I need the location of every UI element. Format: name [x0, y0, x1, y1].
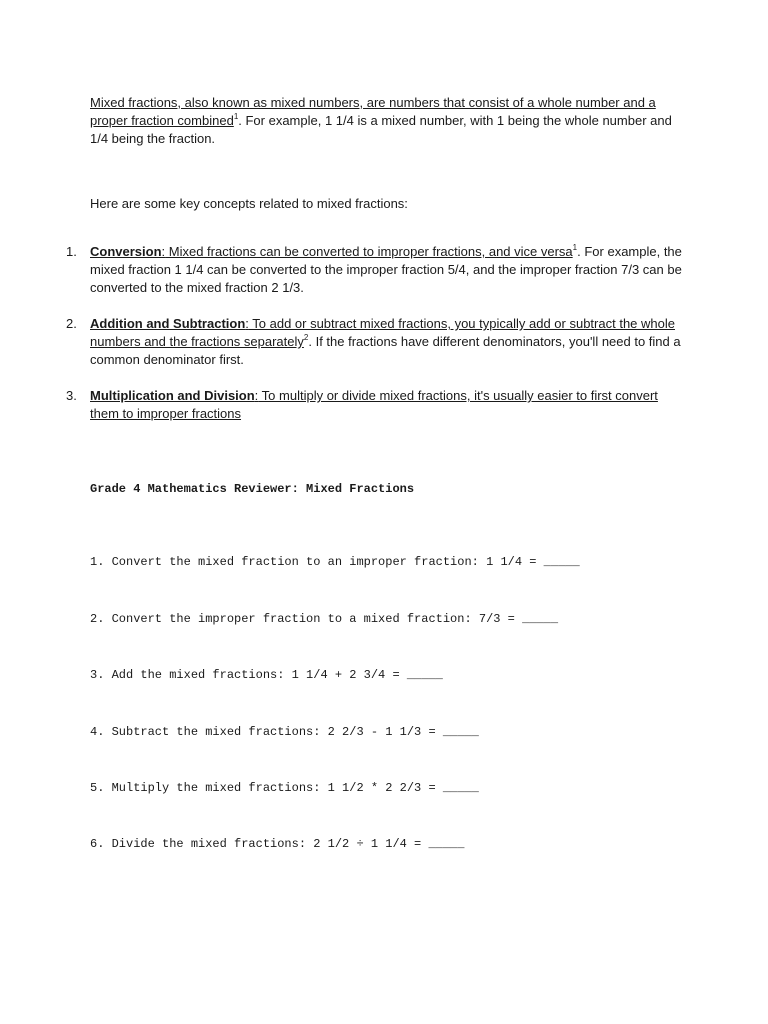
- concept-definition: To add or subtract mixed fractions, you typically add or subtract the whole numbers and the fractions separately: [90, 316, 675, 349]
- concept-colon: :: [254, 388, 259, 403]
- concept-term: Multiplication and Division: [90, 388, 255, 403]
- concept-term: Addition and Subtraction: [90, 316, 246, 331]
- concept-colon: :: [245, 316, 249, 331]
- concept-definition: Mixed fractions can be converted to improper fractions, and vice versa: [165, 244, 573, 259]
- question-item: 4. Subtract the mixed fractions: 2 2/3 - 1 1/3 = _____: [90, 724, 479, 739]
- concepts-list: [66, 243, 686, 441]
- concept-colon: :: [161, 244, 166, 259]
- intro-example: . For example, 1 1/4 is a mixed number, with 1 being the whole number and 1/4 being the fraction.: [90, 113, 672, 146]
- question-item: 1. Convert the mixed fraction to an improper fraction: 1 1/4 = _____: [90, 555, 580, 570]
- concepts-lead: Here are some key concepts related to mixed fractions:: [90, 196, 408, 211]
- question-list: [90, 516, 690, 892]
- concept-item: [66, 315, 686, 369]
- intro-definition: Mixed fractions, also known as mixed numbers, are numbers that consist of a whole number and a proper fraction combined: [90, 95, 656, 128]
- footnote-marker: 1: [233, 112, 239, 121]
- concept-item: [66, 387, 686, 423]
- question-item: 2. Convert the improper fraction to a mixed fraction: 7/3 = _____: [90, 611, 559, 626]
- concept-number: 3.: [66, 388, 77, 403]
- question-item: 5. Multiply the mixed fractions: 1 1/2 * 2 2/3 = _____: [90, 780, 479, 795]
- intro-paragraph: [90, 94, 680, 148]
- reviewer-section: [90, 480, 690, 892]
- concept-detail: . For example, the mixed fraction 1 1/4 can be converted to the improper fraction 5/4, and the improper fraction 7/3 can be converted to the mixed fraction 2 1/3.: [90, 244, 682, 295]
- concept-number: 1.: [66, 244, 77, 259]
- concept-item: [66, 243, 686, 297]
- concept-detail: . If the fractions have different denominators, you'll need to find a common denominator first.: [90, 334, 681, 367]
- question-item: 3. Add the mixed fractions: 1 1/4 + 2 3/4 = _____: [90, 668, 443, 683]
- concept-number: 2.: [66, 316, 77, 331]
- concept-definition: To multiply or divide mixed fractions, it's usually easier to first convert them to improper fractions: [90, 388, 658, 421]
- footnote-marker: 1: [572, 243, 578, 252]
- question-item: 6. Divide the mixed fractions: 2 1/2 ÷ 1 1/4 = _____: [90, 837, 465, 852]
- concept-term: Conversion: [90, 244, 162, 259]
- footnote-marker: 2: [303, 333, 309, 342]
- reviewer-title: Grade 4 Mathematics Reviewer: Mixed Fractions: [90, 482, 415, 496]
